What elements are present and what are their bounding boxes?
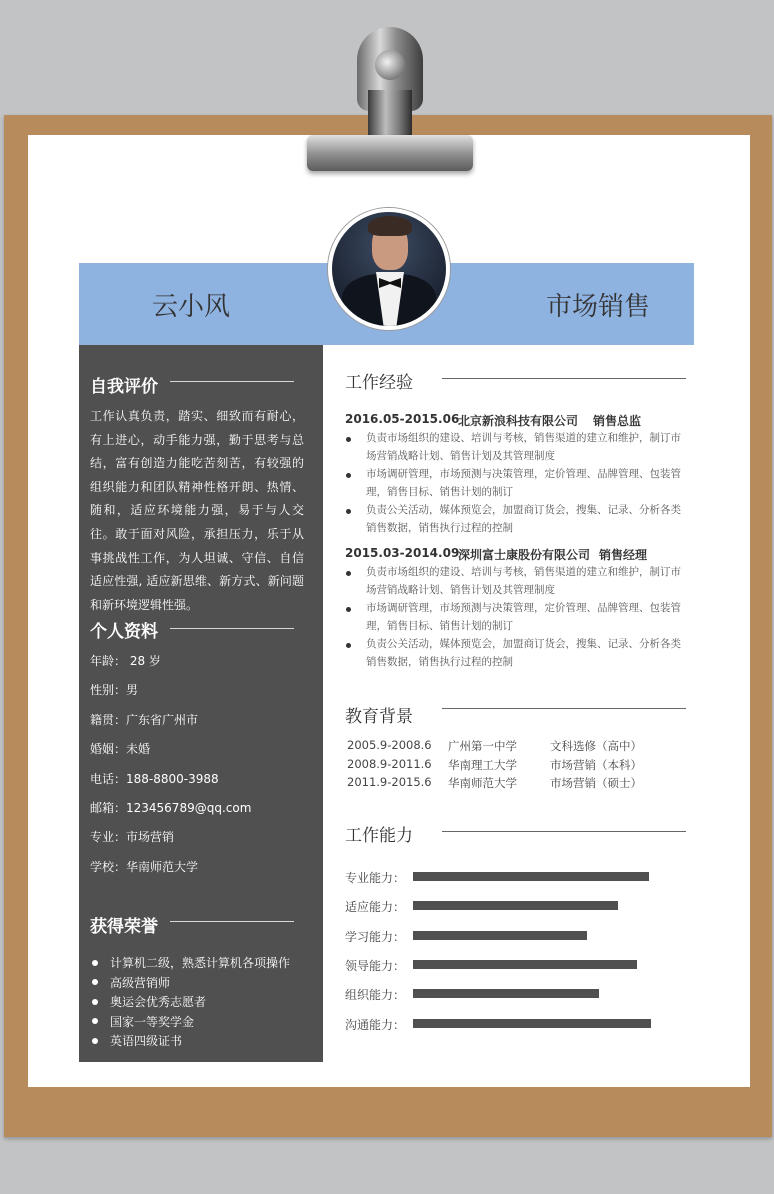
- divider: [170, 628, 294, 629]
- edu-period: 2005.9-2008.6: [347, 738, 432, 752]
- edu-major: 文科选修（高中）: [550, 739, 642, 753]
- skills-title: 工作能力: [345, 826, 413, 846]
- honor-item: [92, 954, 290, 971]
- skill-bar-fill: [413, 1019, 651, 1028]
- bullet-icon: [346, 473, 351, 478]
- profile-item: 年龄： 28 岁: [90, 654, 161, 668]
- education-title: 教育背景: [345, 707, 413, 727]
- job-title: 市场销售: [546, 292, 651, 322]
- skill-label: 组织能力：: [345, 988, 406, 1003]
- bullet-icon: [92, 960, 98, 966]
- divider: [442, 708, 686, 709]
- experience-title: 工作经验: [345, 373, 413, 393]
- skill-label: 学习能力：: [345, 929, 406, 944]
- edu-period: 2008.9-2011.6: [347, 756, 432, 771]
- profile-item: 专业：市场营销: [90, 830, 175, 845]
- profile-item: 婚姻：未婚: [90, 742, 151, 757]
- honor-item: [92, 1032, 182, 1049]
- honors-title: 获得荣誉: [90, 917, 158, 937]
- skill-bar-track: [413, 931, 651, 940]
- skill-bar-track: [413, 989, 651, 998]
- skill-bar-track: [413, 960, 651, 969]
- job-period: 2015.03-2014.09: [345, 546, 460, 560]
- honor-item: [92, 974, 170, 991]
- skill-bar-fill: [413, 931, 587, 940]
- candidate-name: 云小风: [152, 292, 231, 322]
- job-role: 销售总监: [593, 414, 642, 428]
- profile-title: 个人资料: [90, 622, 158, 642]
- bullet-icon: [92, 1038, 98, 1044]
- honor-label: 英语四级证书: [110, 1034, 183, 1048]
- divider: [170, 381, 294, 382]
- bullet-icon: [346, 643, 351, 648]
- clip-hole: [375, 50, 405, 80]
- skill-bar-fill: [413, 989, 599, 998]
- avatar: [328, 208, 450, 330]
- profile-item: 邮箱：123456789@qq.com: [90, 801, 252, 815]
- divider: [442, 831, 686, 832]
- clip-base: [307, 135, 473, 171]
- job-company: 北京新浪科技有限公司: [458, 414, 579, 428]
- skill-label: 适应能力：: [345, 900, 406, 915]
- profile-item: 学校：华南师范大学: [90, 859, 199, 874]
- skill-bar-fill: [413, 901, 618, 910]
- job-duty: 负责市场组织的建设、培训与考核，销售渠道的建立和维护，制订市场营销战略计划、销售计划及其管理制度: [366, 432, 681, 462]
- edu-major: 市场营销（硕士）: [550, 776, 642, 790]
- profile-item: 籍贯：广东省广州市: [90, 712, 199, 727]
- job-duty: 市场调研管理，市场预测与决策管理，定价管理、品牌管理、包装管理，销售目标、销售计划的制订: [366, 602, 681, 632]
- clip-body: [368, 90, 412, 138]
- job-duty: 负责公关活动，媒体预览会，加盟商订货会，搜集、记录、分析各类销售数据，销售执行过程的控制: [366, 504, 681, 534]
- bullet-icon: [346, 571, 351, 576]
- edu-school: 广州第一中学: [448, 739, 517, 753]
- job-role: 销售经理: [599, 548, 648, 562]
- bullet-icon: [346, 509, 351, 514]
- honor-item: [92, 1013, 194, 1030]
- honor-item: [92, 993, 206, 1010]
- honor-label: 国家一等奖学金: [110, 1014, 195, 1029]
- skill-bar-track: [413, 901, 651, 910]
- edu-major: 市场营销（本科）: [550, 757, 642, 772]
- job-duty: 市场调研管理，市场预测与决策管理，定价管理、品牌管理、包装管理，销售目标、销售计划的制订: [366, 468, 681, 498]
- honor-label: 奥运会优秀志愿者: [110, 995, 207, 1009]
- skill-bar-fill: [413, 872, 649, 881]
- self-eval-text: 工作认真负责，踏实、细致而有耐心，有上进心，动手能力强，勤于思考与总结，富有创造力能吃苦刻苦，有较强的组织能力和团队精神性格开朗、热情、随和，适应环境能力强，易于与人交往。敢于面对风险，承担压力，乐于从事挑战性工作，为人坦诚、守信、自信适应性强, 适应新思维、新方式、新问题和新环境逻辑性强。: [90, 409, 304, 612]
- profile-item: 电话：188-8800-3988: [90, 771, 219, 786]
- honor-label: 高级营销师: [110, 975, 171, 990]
- edu-period: 2011.9-2015.6: [347, 775, 432, 789]
- profile-item: 性别：男: [90, 683, 139, 698]
- divider: [442, 378, 686, 379]
- edu-school: 华南理工大学: [448, 757, 517, 772]
- skill-label: 专业能力：: [345, 871, 406, 885]
- self-eval-title: 自我评价: [90, 377, 158, 397]
- bullet-icon: [346, 437, 351, 442]
- job-duty: 负责公关活动，媒体预览会，加盟商订货会，搜集、记录、分析各类销售数据，销售执行过程的控制: [366, 638, 681, 668]
- job-company: 深圳富士康股份有限公司: [458, 548, 591, 562]
- job-duty: 负责市场组织的建设、培训与考核，销售渠道的建立和维护，制订市场营销战略计划、销售计划及其管理制度: [366, 566, 681, 596]
- divider: [170, 921, 294, 922]
- bullet-icon: [92, 999, 98, 1005]
- bullet-icon: [92, 1018, 98, 1024]
- bullet-icon: [346, 607, 351, 612]
- bullet-icon: [92, 979, 98, 985]
- skill-label: 沟通能力：: [345, 1017, 406, 1032]
- job-period: 2016.05-2015.06: [345, 412, 460, 426]
- skill-bar-track: [413, 1019, 651, 1028]
- skill-label: 领导能力：: [345, 958, 406, 973]
- skill-bar-track: [413, 872, 651, 881]
- edu-school: 华南师范大学: [448, 776, 517, 790]
- skill-bar-fill: [413, 960, 637, 969]
- honor-label: 计算机二级，熟悉计算机各项操作: [110, 956, 291, 970]
